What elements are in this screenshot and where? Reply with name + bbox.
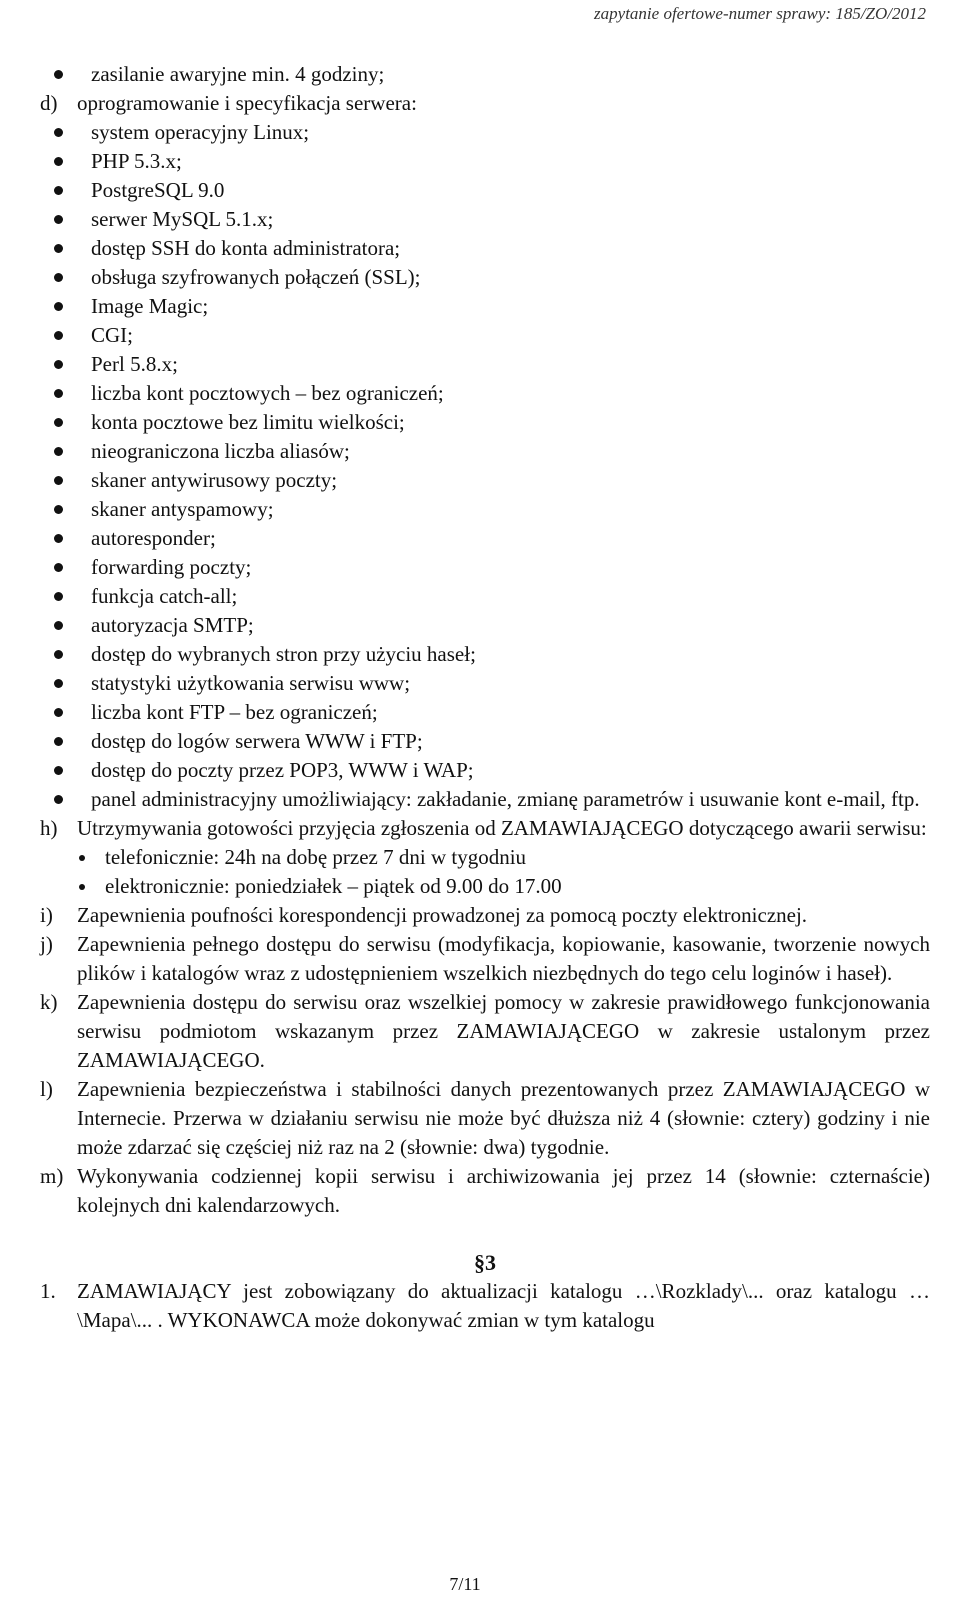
section-heading: §3: [474, 1250, 496, 1275]
item-d: [40, 89, 930, 118]
item-marker: 1.: [40, 1279, 56, 1303]
list-item: autoryzacja SMTP;: [40, 611, 930, 640]
item-k: [40, 988, 930, 1075]
item-marker: d): [40, 91, 58, 115]
list-item: dostęp do wybranych stron przy użyciu haseł;: [40, 640, 930, 669]
item-text: Zapewnienia bezpieczeństwa i stabilności danych prezentowanych przez ZAMAWIAJĄCEGO w Internecie. Przerwa w działaniu serwisu nie może być dłuższa niż 4 (słownie: cztery) godziny i nie może zdarzać się częściej niż raz na 2 (słownie: dwa) tygodnie.: [77, 1077, 930, 1159]
list-item: skaner antyspamowy;: [40, 495, 930, 524]
item-j: [40, 930, 930, 988]
list-item: dostęp do logów serwera WWW i FTP;: [40, 727, 930, 756]
item-h: [40, 814, 930, 843]
document-body: [40, 60, 930, 1335]
running-header: zapytanie ofertowe-numer sprawy: 185/ZO/2012: [594, 4, 926, 23]
list-item: CGI;: [40, 321, 930, 350]
item-text: Zapewnienia pełnego dostępu do serwisu (modyfikacja, kopiowanie, kasowanie, tworzenie nowych plików i katalogów wraz z udostępnieniem wszelkich niezbędnych do tego celu loginów i haseł).: [77, 932, 930, 985]
list-item: autoresponder;: [40, 524, 930, 553]
list-item: liczba kont FTP – bez ograniczeń;: [40, 698, 930, 727]
list-item: statystyki użytkowania serwisu www;: [40, 669, 930, 698]
list-item: konta pocztowe bez limitu wielkości;: [40, 408, 930, 437]
item-marker: j): [40, 932, 53, 956]
list-item: telefonicznie: 24h na dobę przez 7 dni w tygodniu: [40, 843, 930, 872]
item-marker: k): [40, 990, 58, 1014]
item-i: [40, 901, 930, 930]
item-text: ZAMAWIAJĄCY jest zobowiązany do aktualizacji katalogu …\Rozklady\... oraz katalogu …\Mapa\... . WYKONAWCA może dokonywać zmian w tym katalogu: [77, 1279, 930, 1332]
bullet-list-top: [40, 60, 930, 89]
software-spec-list: [40, 118, 930, 814]
list-item: dostęp do poczty przez POP3, WWW i WAP;: [40, 756, 930, 785]
item-m: [40, 1162, 930, 1220]
item-text: Zapewnienia dostępu do serwisu oraz wszelkiej pomocy w zakresie prawidłowego funkcjonowania serwisu podmiotom wskazanym przez ZAMAWIAJĄCEGO w zakresie ustalonym przez ZAMAWIAJĄCEGO.: [77, 990, 930, 1072]
item-text: Wykonywania codziennej kopii serwisu i archiwizowania jej przez 14 (słownie: czternaście) kolejnych dni kalendarzowych.: [77, 1164, 930, 1217]
list-item: dostęp SSH do konta administratora;: [40, 234, 930, 263]
item-text: Utrzymywania gotowości przyjęcia zgłoszenia od ZAMAWIAJĄCEGO dotyczącego awarii serwisu:: [77, 816, 927, 840]
section-item-1: [40, 1277, 930, 1335]
item-l: [40, 1075, 930, 1162]
list-item: nieograniczona liczba aliasów;: [40, 437, 930, 466]
list-item: zasilanie awaryjne min. 4 godziny;: [40, 60, 930, 89]
item-marker: l): [40, 1077, 53, 1101]
list-item: panel administracyjny umożliwiający: zakładanie, zmianę parametrów i usuwanie kont e-mail, ftp.: [40, 785, 930, 814]
item-marker: i): [40, 903, 53, 927]
list-item: skaner antywirusowy poczty;: [40, 466, 930, 495]
item-marker: m): [40, 1164, 64, 1188]
item-text: Zapewnienia poufności korespondencji prowadzonej za pomocą poczty elektronicznej.: [77, 903, 808, 927]
list-item: elektronicznie: poniedziałek – piątek od 9.00 do 17.00: [40, 872, 930, 901]
item-marker: h): [40, 816, 58, 840]
support-hours-list: [40, 843, 930, 901]
page-number: 7/11: [449, 1574, 481, 1594]
list-item: liczba kont pocztowych – bez ograniczeń;: [40, 379, 930, 408]
list-item: forwarding poczty;: [40, 553, 930, 582]
list-item: PHP 5.3.x;: [40, 147, 930, 176]
list-item: Perl 5.8.x;: [40, 350, 930, 379]
list-item: serwer MySQL 5.1.x;: [40, 205, 930, 234]
list-item: obsługa szyfrowanych połączeń (SSL);: [40, 263, 930, 292]
item-text: oprogramowanie i specyfikacja serwera:: [77, 91, 417, 115]
list-item: funkcja catch-all;: [40, 582, 930, 611]
list-item: PostgreSQL 9.0: [40, 176, 930, 205]
list-item: system operacyjny Linux;: [40, 118, 930, 147]
list-item: Image Magic;: [40, 292, 930, 321]
